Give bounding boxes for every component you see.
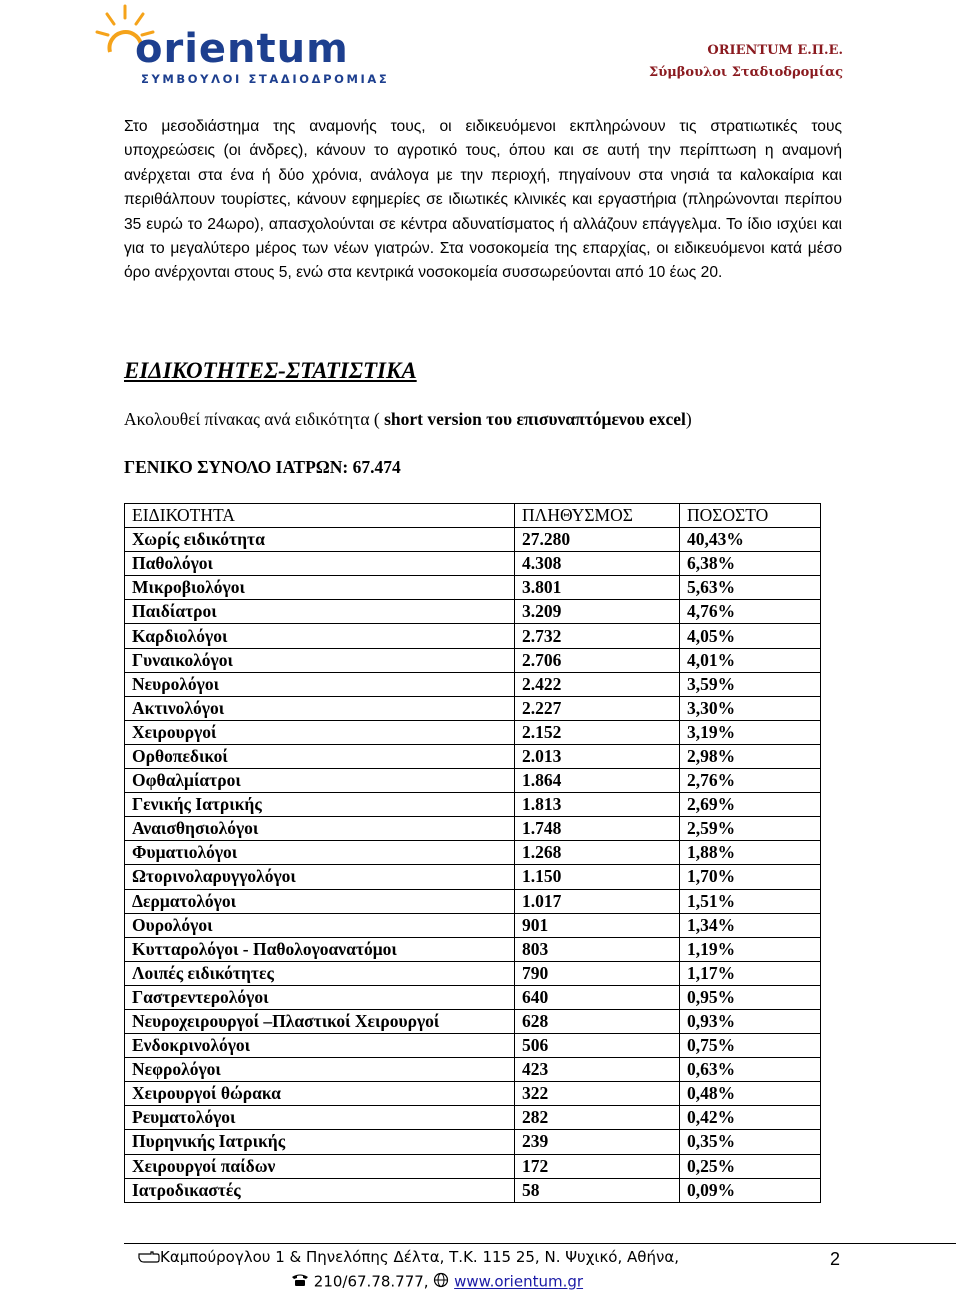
cell-specialty: Γαστρεντερολόγοι [125, 985, 515, 1009]
cell-percentage: 0,93% [680, 1009, 821, 1033]
table-row [125, 1082, 821, 1106]
cell-population: 628 [515, 1009, 680, 1033]
total-doctors: ΓΕΝΙΚΟ ΣΥΝΟΛΟ ΙΑΤΡΩΝ: 67.474 [124, 457, 401, 477]
footer-address: Καμπούρογλου 1 & Πηνελόπης Δέλτα, Τ.Κ. 115 25, Ν. Ψυχικό, Αθήνα, [160, 1248, 679, 1266]
cell-specialty: Παθολόγοι [125, 552, 515, 576]
table-row [125, 576, 821, 600]
cell-population: 2.732 [515, 624, 680, 648]
cell-specialty: Χειρουργοί παίδων [125, 1154, 515, 1178]
table-row [125, 648, 821, 672]
cell-percentage: 1,70% [680, 865, 821, 889]
cell-percentage: 3,59% [680, 672, 821, 696]
table-row [125, 769, 821, 793]
table-intro [124, 409, 692, 430]
table-row [125, 1130, 821, 1154]
cell-specialty: Ιατροδικαστές [125, 1178, 515, 1202]
cell-specialty: Μικροβιολόγοι [125, 576, 515, 600]
intro-prefix: Ακολουθεί πίνακας ανά ειδικότητα ( [124, 409, 380, 429]
phone-icon [291, 1273, 309, 1291]
table-row [125, 1034, 821, 1058]
cell-population: 27.280 [515, 528, 680, 552]
cell-specialty: Ρευματολόγοι [125, 1106, 515, 1130]
table-row [125, 600, 821, 624]
table-row [125, 817, 821, 841]
cell-percentage: 6,38% [680, 552, 821, 576]
table-row [125, 1009, 821, 1033]
cell-percentage: 5,63% [680, 576, 821, 600]
hand-pointer-icon [138, 1249, 160, 1267]
footer-address-row [138, 1248, 679, 1267]
cell-population: 2.227 [515, 696, 680, 720]
body-paragraph: Στο μεσοδιάστημα της αναμονής τους, οι ειδικευόμενοι εκπληρώνουν τις στρατιωτικές τους υποχρεώσεις (οι άνδρες), κάνουν το αγροτικό τους, όπου και σε αυτή την περίπτωση η αναμονή ανέρχεται στα ένα ή δύο χρόνια, ανάλογα με την περιοχή, πηγαίνουν στα νησιά τα καλοκαίρια και περιθάλπουν τουρίστες, κάνουν εφημερίες σε ιδιωτικές κλινικές και εργαστήρια (πληρώνονται περίπου 35 ευρώ το 24ωρο), απασχολούνται σε κέντρα αδυνατίσματος ή αλλάζουν επάγγελμα. Το ίδιο ισχύει και για το μεγαλύτερο μέρος των νέων γιατρών. Στα νοσοκομεία της επαρχίας, οι ειδικευόμενοι κατά μέσο όρο ανέρχονται στους 5, ενώ στα κεντρικά νοσοκομεία συσσωρεύονται από 10 έως 20. [124, 118, 842, 282]
cell-population: 1.017 [515, 889, 680, 913]
cell-specialty: Γυναικολόγοι [125, 648, 515, 672]
company-info [649, 40, 843, 84]
footer-contact-row [291, 1272, 583, 1292]
header-specialty: ΕΙΔΙΚΟΤΗΤΑ [125, 504, 515, 528]
cell-percentage: 0,63% [680, 1058, 821, 1082]
footer-divider [124, 1243, 956, 1244]
cell-specialty: Οφθαλμίατροι [125, 769, 515, 793]
cell-percentage: 2,76% [680, 769, 821, 793]
table-row [125, 913, 821, 937]
header-population: ΠΛΗΘΥΣΜΟΣ [515, 504, 680, 528]
table-row [125, 1178, 821, 1202]
cell-percentage: 2,98% [680, 744, 821, 768]
cell-percentage: 1,19% [680, 937, 821, 961]
table-row [125, 961, 821, 985]
table-row [125, 889, 821, 913]
cell-population: 2.706 [515, 648, 680, 672]
cell-percentage: 0,95% [680, 985, 821, 1009]
cell-population: 4.308 [515, 552, 680, 576]
cell-percentage: 40,43% [680, 528, 821, 552]
cell-specialty: Λοιπές ειδικότητες [125, 961, 515, 985]
logo-wordmark: orientum [135, 26, 349, 72]
cell-population: 1.864 [515, 769, 680, 793]
table-row [125, 528, 821, 552]
cell-population: 640 [515, 985, 680, 1009]
cell-population: 2.422 [515, 672, 680, 696]
cell-percentage: 0,35% [680, 1130, 821, 1154]
section-title: ΕΙΔΙΚΟΤΗΤΕΣ-ΣΤΑΤΙΣΤΙΚΑ [124, 358, 417, 383]
intro-bold: short version του επισυναπτόμενου excel [379, 409, 686, 429]
cell-percentage: 1,51% [680, 889, 821, 913]
cell-percentage: 0,25% [680, 1154, 821, 1178]
cell-specialty: Ακτινολόγοι [125, 696, 515, 720]
body-paragraph-block [124, 115, 842, 286]
table-row [125, 793, 821, 817]
cell-percentage: 4,01% [680, 648, 821, 672]
company-name: ORIENTUM Ε.Π.Ε. [707, 43, 843, 58]
cell-specialty: Νεφρολόγοι [125, 1058, 515, 1082]
cell-population: 172 [515, 1154, 680, 1178]
table-row [125, 672, 821, 696]
cell-population: 2.013 [515, 744, 680, 768]
cell-population: 803 [515, 937, 680, 961]
cell-percentage: 2,69% [680, 793, 821, 817]
cell-specialty: Χειρουργοί θώρακα [125, 1082, 515, 1106]
cell-specialty: Καρδιολόγοι [125, 624, 515, 648]
header-percentage: ΠΟΣΟΣΤΟ [680, 504, 821, 528]
table-row [125, 865, 821, 889]
company-subtitle: Σύμβουλοι Σταδιοδρομίας [649, 65, 843, 80]
cell-specialty: Δερματολόγοι [125, 889, 515, 913]
cell-percentage: 0,48% [680, 1082, 821, 1106]
cell-specialty: Πυρηνικής Ιατρικής [125, 1130, 515, 1154]
cell-percentage: 1,34% [680, 913, 821, 937]
cell-population: 3.801 [515, 576, 680, 600]
cell-population: 1.748 [515, 817, 680, 841]
cell-specialty: Ουρολόγοι [125, 913, 515, 937]
cell-population: 58 [515, 1178, 680, 1202]
page-number: 2 [830, 1249, 841, 1269]
table-row [125, 937, 821, 961]
cell-specialty: Αναισθησιολόγοι [125, 817, 515, 841]
cell-population: 1.150 [515, 865, 680, 889]
cell-percentage: 3,19% [680, 720, 821, 744]
cell-population: 1.268 [515, 841, 680, 865]
cell-population: 1.813 [515, 793, 680, 817]
page-header [0, 0, 960, 100]
cell-specialty: Χωρίς ειδικότητα [125, 528, 515, 552]
cell-population: 790 [515, 961, 680, 985]
cell-specialty: Ωτορινολαρυγγολόγοι [125, 865, 515, 889]
table-body [125, 528, 821, 1203]
cell-population: 2.152 [515, 720, 680, 744]
cell-percentage: 4,05% [680, 624, 821, 648]
table-row [125, 744, 821, 768]
table-header-row [125, 504, 821, 528]
table-row [125, 1058, 821, 1082]
table-row [125, 552, 821, 576]
table-row [125, 985, 821, 1009]
cell-population: 901 [515, 913, 680, 937]
table-row [125, 1106, 821, 1130]
cell-specialty: Φυματιολόγοι [125, 841, 515, 865]
footer-phone: 210/67.78.777, [313, 1272, 429, 1291]
cell-population: 3.209 [515, 600, 680, 624]
specialty-stats-table [124, 503, 821, 1203]
table-row [125, 720, 821, 744]
cell-percentage: 2,59% [680, 817, 821, 841]
cell-specialty: Χειρουργοί [125, 720, 515, 744]
cell-percentage: 4,76% [680, 600, 821, 624]
footer-website-link[interactable]: www.orientum.gr [454, 1272, 584, 1291]
cell-percentage: 1,17% [680, 961, 821, 985]
cell-percentage: 0,42% [680, 1106, 821, 1130]
cell-percentage: 0,09% [680, 1178, 821, 1202]
cell-specialty: Ενδοκρινολόγοι [125, 1034, 515, 1058]
cell-specialty: Κυτταρολόγοι - Παθολογοανατόμοι [125, 937, 515, 961]
table-row [125, 696, 821, 720]
cell-population: 282 [515, 1106, 680, 1130]
cell-population: 239 [515, 1130, 680, 1154]
cell-percentage: 1,88% [680, 841, 821, 865]
cell-specialty: Νευρολόγοι [125, 672, 515, 696]
cell-percentage: 0,75% [680, 1034, 821, 1058]
orientum-logo [95, 4, 390, 92]
intro-suffix: ) [685, 409, 692, 429]
logo-subtitle: ΣΥΜΒΟΥΛΟΙ ΣΤΑΔΙΟΔΡΟΜΙΑΣ [141, 72, 390, 86]
table-row [125, 624, 821, 648]
cell-percentage: 3,30% [680, 696, 821, 720]
cell-population: 423 [515, 1058, 680, 1082]
cell-specialty: Γενικής Ιατρικής [125, 793, 515, 817]
cell-specialty: Παιδίατροι [125, 600, 515, 624]
cell-population: 506 [515, 1034, 680, 1058]
table-row [125, 1154, 821, 1178]
globe-icon [433, 1272, 449, 1292]
cell-specialty: Ορθοπεδικοί [125, 744, 515, 768]
table-row [125, 841, 821, 865]
cell-population: 322 [515, 1082, 680, 1106]
cell-specialty: Νευροχειρουργοί –Πλαστικοί Χειρουργοί [125, 1009, 515, 1033]
